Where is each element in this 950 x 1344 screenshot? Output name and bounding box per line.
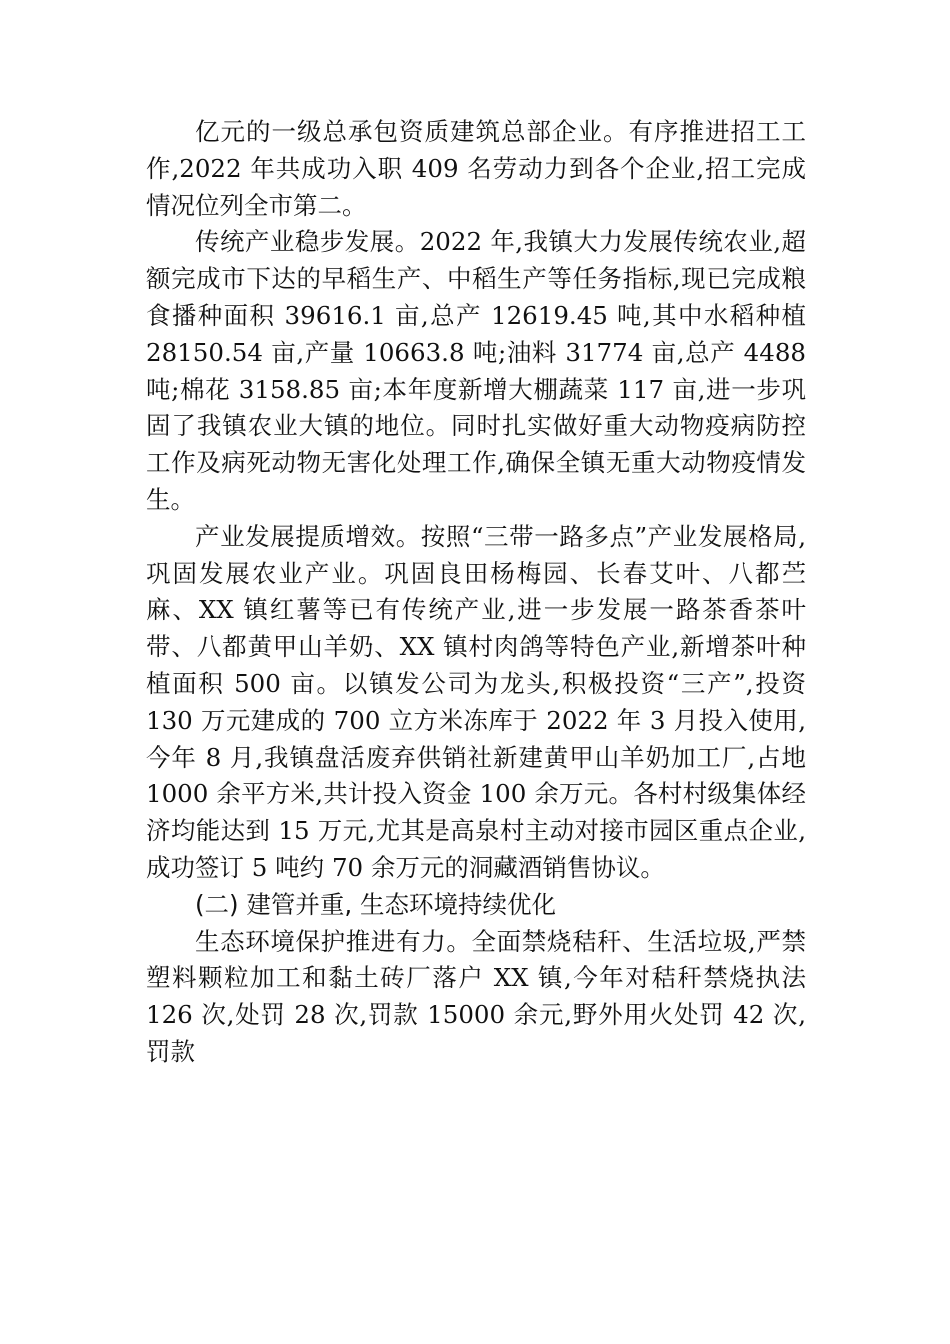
section-heading: (二) 建管并重, 生态环境持续优化 — [195, 889, 556, 919]
paragraph-ecology: 生态环境保护推进有力。全面禁烧秸秆、生活垃圾,严禁塑料颗粒加工和黏土砖厂落户 XX 镇,今年对秸秆禁烧执法 126 次,处罚 28 次,罚款 15000 余元,野外用火处罚 42 次,罚款 — [146, 926, 806, 1066]
paragraph-traditional-industry: 传统产业稳步发展。2022 年,我镇大力发展传统农业,超额完成市下达的早稻生产、中稻生产等任务指标,现已完成粮食播种面积 39616.1 亩,总产 12619.45 吨,其中水稻种植 28150.54 亩,产量 10663.8 吨;油料 31774 亩,总产 4488 吨;棉花 3158.85 亩;本年度新增大棚蔬菜 117 亩,进一步巩固了我镇农业大镇的地位。同时扎实做好重大动物疫病防控工作及病死动物无害化处理工作,确保全镇无重大动物疫情发生。 — [146, 227, 806, 514]
paragraph-industry-development: 产业发展提质增效。按照“三带一路多点”产业发展格局,巩固发展农业产业。巩固良田杨梅园、长春艾叶、八都苎麻、XX 镇红薯等已有传统产业,进一步发展一路茶香茶叶带、八都黄甲山羊奶、XX 镇村肉鸽等特色产业,新增茶叶种植面积 500 亩。以镇发公司为龙头,积极投资“三产”,投资 130 万元建成的 700 立方米冻库于 2022 年 3 月投入使用,今年 8 月,我镇盘活废弃供销社新建黄甲山羊奶加工厂,占地 1000 余平方米,共计投入资金 100 余万元。各村村级集体经济均能达到 15 万元,尤其是高泉村主动对接市园区重点企业,成功签订 5 吨约 70 余万元的洞藏酒销售协议。 — [146, 521, 806, 882]
paragraph-recruitment: 亿元的一级总承包资质建筑总部企业。有序推进招工工作,2022 年共成功入职 409 名劳动力到各个企业,招工完成情况位列全市第二。 — [146, 117, 806, 220]
document-body — [146, 114, 806, 1071]
